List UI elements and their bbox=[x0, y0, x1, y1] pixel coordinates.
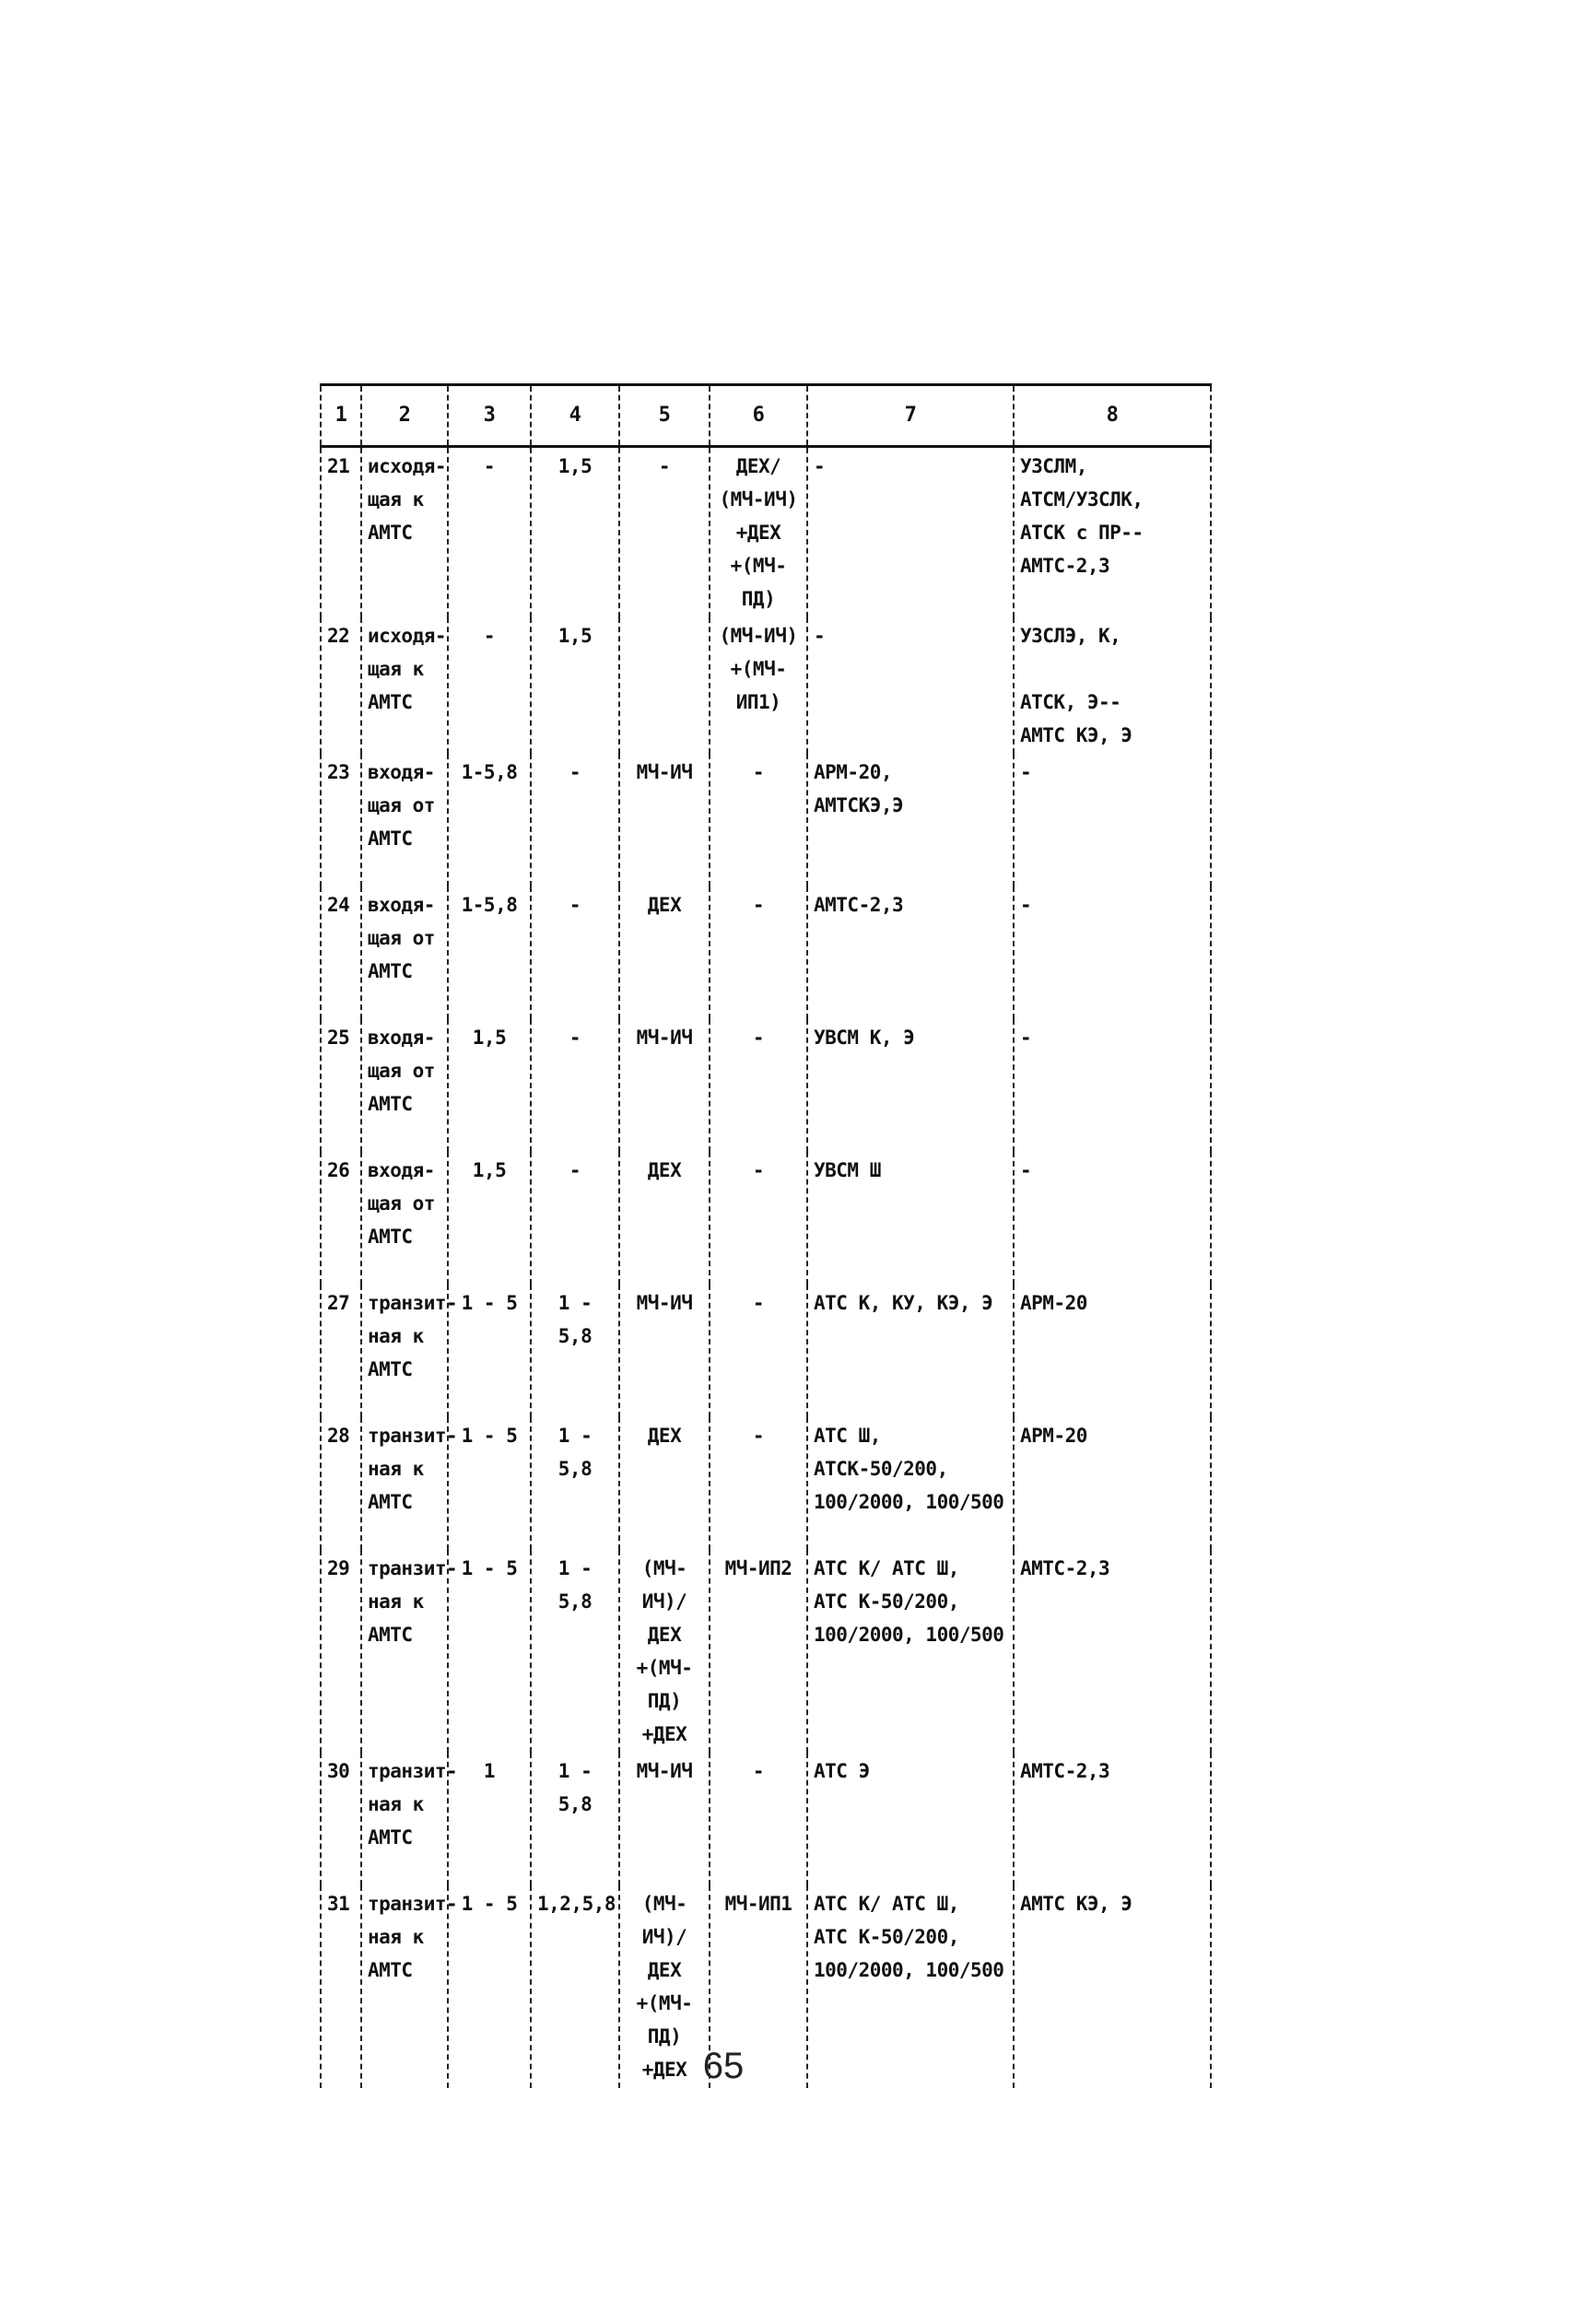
column-header: 3 bbox=[448, 385, 531, 447]
table-cell-c6: - bbox=[710, 886, 807, 1019]
table-cell-c3: 1,5 bbox=[448, 1152, 531, 1285]
table-cell-c5: - bbox=[619, 447, 710, 618]
table-cell-c1: 27 bbox=[321, 1285, 361, 1417]
table-body bbox=[321, 447, 1211, 2089]
column-header: 7 bbox=[807, 385, 1014, 447]
table-cell-c5: МЧ-ИЧ bbox=[619, 1019, 710, 1152]
table-cell-c3: 1,5 bbox=[448, 1019, 531, 1152]
table-cell-c7: АТС Э bbox=[807, 1753, 1014, 1885]
table-cell-c1: 24 bbox=[321, 886, 361, 1019]
table-row bbox=[321, 1417, 1211, 1550]
table-row bbox=[321, 1285, 1211, 1417]
column-header: 1 bbox=[321, 385, 361, 447]
table-cell-c6: - bbox=[710, 1285, 807, 1417]
table-cell-c7: АМТС-2,3 bbox=[807, 886, 1014, 1019]
table-row bbox=[321, 1753, 1211, 1885]
table-cell-c4: 1,5 bbox=[531, 617, 619, 754]
table-cell-c5 bbox=[619, 617, 710, 754]
table-cell-c6: - bbox=[710, 1753, 807, 1885]
table-row bbox=[321, 1550, 1211, 1753]
table-cell-c8: АМТС-2,3 bbox=[1014, 1550, 1211, 1753]
table-header bbox=[321, 385, 1211, 447]
table-cell-c4: 1 - 5,8 bbox=[531, 1285, 619, 1417]
table-cell-c6: - bbox=[710, 1019, 807, 1152]
table-row bbox=[321, 447, 1211, 618]
table-cell-c4: - bbox=[531, 1152, 619, 1285]
page-number: 65 bbox=[702, 2046, 745, 2086]
table-cell-c2: входя- щая от АМТС bbox=[361, 1019, 448, 1152]
table-cell-c3: 1 - 5 bbox=[448, 1417, 531, 1550]
table-cell-c3: - bbox=[448, 617, 531, 754]
table-cell-c2: транзит- ная к АМТС bbox=[361, 1753, 448, 1885]
table-cell-c4: - bbox=[531, 886, 619, 1019]
table-cell-c2: входя- щая от АМТС bbox=[361, 754, 448, 886]
table-cell-c2: входя- щая от АМТС bbox=[361, 886, 448, 1019]
table-cell-c6: - bbox=[710, 754, 807, 886]
table-cell-c8: - bbox=[1014, 1019, 1211, 1152]
table-cell-c4: - bbox=[531, 1019, 619, 1152]
column-header: 2 bbox=[361, 385, 448, 447]
table-cell-c1: 26 bbox=[321, 1152, 361, 1285]
table-row bbox=[321, 617, 1211, 754]
table-cell-c3: 1 bbox=[448, 1753, 531, 1885]
table-cell-c2: исходя- щая к АМТС bbox=[361, 617, 448, 754]
table-cell-c5: ДЕХ bbox=[619, 886, 710, 1019]
table-cell-c2: исходя- щая к АМТС bbox=[361, 447, 448, 618]
table-cell-c2: транзит- ная к АМТС bbox=[361, 1885, 448, 2088]
table-cell-c2: транзит- ная к АМТС bbox=[361, 1285, 448, 1417]
table-cell-c6: - bbox=[710, 1417, 807, 1550]
table-cell-c4: 1,2,5,8 bbox=[531, 1885, 619, 2088]
table-cell-c4: 1,5 bbox=[531, 447, 619, 618]
table-row bbox=[321, 754, 1211, 886]
column-header: 8 bbox=[1014, 385, 1211, 447]
table-cell-c4: 1 - 5,8 bbox=[531, 1550, 619, 1753]
table-cell-c7: АТС К, КУ, КЭ, Э bbox=[807, 1285, 1014, 1417]
table-cell-c5: (МЧ-ИЧ)/ ДЕХ +(МЧ-ПД) +ДЕХ bbox=[619, 1885, 710, 2088]
table-row bbox=[321, 1019, 1211, 1152]
table-cell-c3: 1-5,8 bbox=[448, 754, 531, 886]
table-cell-c5: ДЕХ bbox=[619, 1417, 710, 1550]
table-cell-c4: - bbox=[531, 754, 619, 886]
table-cell-c4: 1 - 5,8 bbox=[531, 1753, 619, 1885]
table-cell-c6: МЧ-ИП2 bbox=[710, 1550, 807, 1753]
table-cell-c3: 1 - 5 bbox=[448, 1885, 531, 2088]
table-cell-c1: 29 bbox=[321, 1550, 361, 1753]
table-cell-c8: АРМ-20 bbox=[1014, 1417, 1211, 1550]
table-cell-c1: 22 bbox=[321, 617, 361, 754]
table-cell-c5: МЧ-ИЧ bbox=[619, 1285, 710, 1417]
table-cell-c1: 21 bbox=[321, 447, 361, 618]
table-cell-c8: УЗСЛЭ, К, АТСК, Э-- АМТС КЭ, Э bbox=[1014, 617, 1211, 754]
table-cell-c7: УВСМ Ш bbox=[807, 1152, 1014, 1285]
table-cell-c6: (МЧ-ИЧ) +(МЧ-ИП1) bbox=[710, 617, 807, 754]
table-cell-c8: АРМ-20 bbox=[1014, 1285, 1211, 1417]
column-header: 5 bbox=[619, 385, 710, 447]
table-cell-c3: 1-5,8 bbox=[448, 886, 531, 1019]
table-cell-c5: МЧ-ИЧ bbox=[619, 1753, 710, 1885]
table-cell-c8: УЗСЛМ, АТСМ/УЗСЛК, АТСК с ПР-- АМТС-2,3 bbox=[1014, 447, 1211, 618]
table-cell-c2: входя- щая от АМТС bbox=[361, 1152, 448, 1285]
header-row bbox=[321, 385, 1211, 447]
table-cell-c8: - bbox=[1014, 886, 1211, 1019]
table-cell-c5: ДЕХ bbox=[619, 1152, 710, 1285]
table-row bbox=[321, 886, 1211, 1019]
table-cell-c3: - bbox=[448, 447, 531, 618]
column-header: 4 bbox=[531, 385, 619, 447]
table-cell-c8: - bbox=[1014, 754, 1211, 886]
table-cell-c6: МЧ-ИП1 bbox=[710, 1885, 807, 2088]
table-cell-c8: - bbox=[1014, 1152, 1211, 1285]
table-cell-c8: АМТС-2,3 bbox=[1014, 1753, 1211, 1885]
table-cell-c7: УВСМ К, Э bbox=[807, 1019, 1014, 1152]
table-cell-c5: МЧ-ИЧ bbox=[619, 754, 710, 886]
table-cell-c3: 1 - 5 bbox=[448, 1285, 531, 1417]
column-header: 6 bbox=[710, 385, 807, 447]
table-cell-c2: транзит- ная к АМТС bbox=[361, 1550, 448, 1753]
table-cell-c7: АТС Ш, АТСК-50/200, 100/2000, 100/500 bbox=[807, 1417, 1014, 1550]
table-cell-c1: 23 bbox=[321, 754, 361, 886]
table-cell-c1: 31 bbox=[321, 1885, 361, 2088]
table-cell-c7: - bbox=[807, 447, 1014, 618]
table-cell-c1: 30 bbox=[321, 1753, 361, 1885]
table-cell-c6: - bbox=[710, 1152, 807, 1285]
table-cell-c5: (МЧ-ИЧ)/ ДЕХ +(МЧ-ПД) +ДЕХ bbox=[619, 1550, 710, 1753]
table-cell-c4: 1 - 5,8 bbox=[531, 1417, 619, 1550]
table-cell-c6: ДЕХ/ (МЧ-ИЧ) +ДЕХ +(МЧ-ПД) bbox=[710, 447, 807, 618]
table-cell-c7: АТС К/ АТС Ш, АТС К-50/200, 100/2000, 100/500 bbox=[807, 1550, 1014, 1753]
table-cell-c7: АТС К/ АТС Ш, АТС К-50/200, 100/2000, 100/500 bbox=[807, 1885, 1014, 2088]
table-cell-c8: АМТС КЭ, Э bbox=[1014, 1885, 1211, 2088]
table-cell-c3: 1 - 5 bbox=[448, 1550, 531, 1753]
table-cell-c7: АРМ-20, АМТСКЭ,Э bbox=[807, 754, 1014, 886]
data-table bbox=[320, 383, 1212, 2088]
table-cell-c7: - bbox=[807, 617, 1014, 754]
table-cell-c2: транзит- ная к АМТС bbox=[361, 1417, 448, 1550]
table-cell-c1: 25 bbox=[321, 1019, 361, 1152]
table-row bbox=[321, 1152, 1211, 1285]
table-cell-c1: 28 bbox=[321, 1417, 361, 1550]
